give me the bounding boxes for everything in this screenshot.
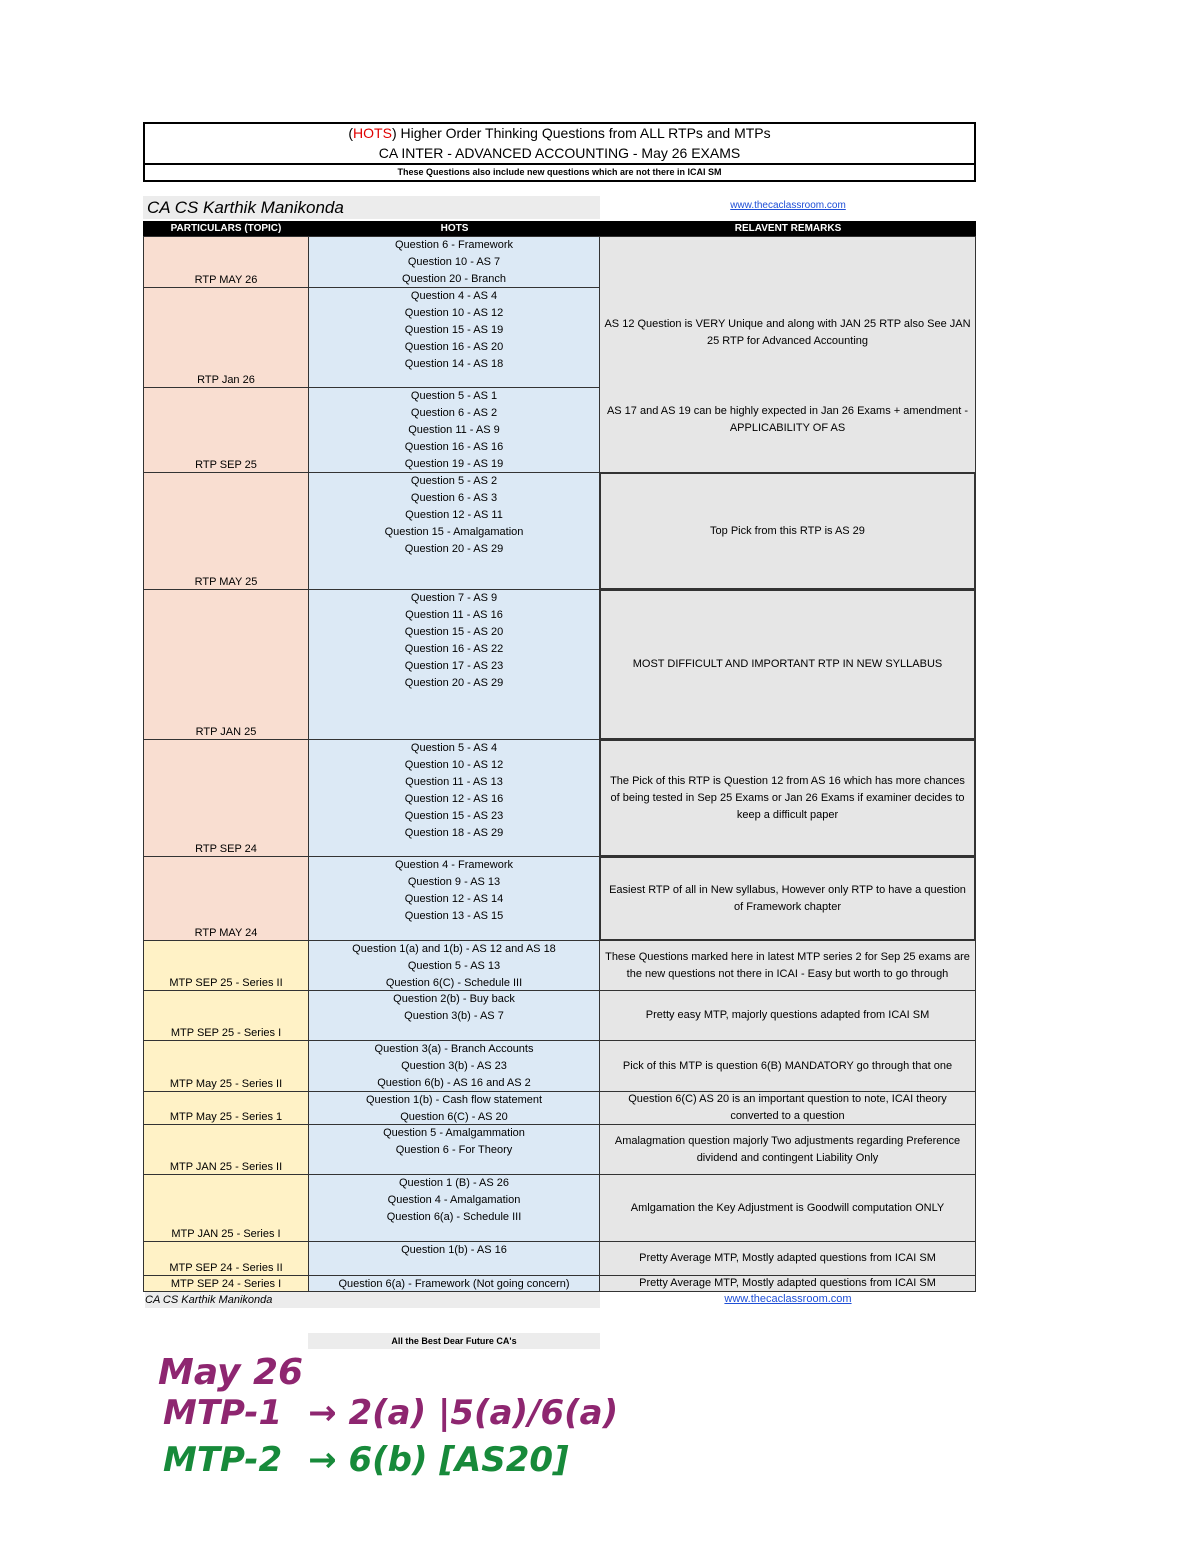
footer-wish: All the Best Dear Future CA's (308, 1333, 600, 1349)
remark-cell (599, 856, 976, 941)
hots-cell (308, 236, 600, 288)
hots-question: Question 1(a) and 1(b) - AS 12 and AS 18 (352, 943, 556, 955)
hots-question: Question 6(b) - AS 16 and AS 2 (377, 1077, 531, 1089)
hots-question: Question 15 - Amalgamation (384, 526, 524, 538)
footer-site-link[interactable]: www.thecaclassroom.com (724, 1293, 852, 1305)
hots-question: Question 6(a) - Schedule III (386, 1211, 522, 1223)
remark-text: Pretty Average MTP, Mostly adapted questions from ICAI SM (639, 1252, 936, 1264)
hots-question: Question 16 - AS 22 (404, 643, 504, 655)
hots-question: Question 6(a) - Framework (Not going concern) (338, 1278, 570, 1290)
topic-cell (143, 1040, 309, 1092)
footer-brand: CA CS Karthik Manikonda (145, 1292, 600, 1308)
remark-cell (599, 1091, 976, 1125)
hots-question: Question 1 (B) - AS 26 (398, 1177, 510, 1189)
topic-label: MTP SEP 25 - Series I (170, 1027, 282, 1039)
remark-text: Pretty easy MTP, majorly questions adapted from ICAI SM (645, 1009, 930, 1021)
remark-cell (599, 589, 976, 740)
topic-cell (143, 1091, 309, 1125)
hots-question: Question 6 - AS 2 (410, 407, 498, 419)
hots-question: Question 5 - Amalgammation (383, 1127, 525, 1139)
topic-cell (143, 940, 309, 991)
topic-label: RTP JAN 25 (195, 726, 257, 738)
hots-question: Question 20 - Branch (402, 273, 506, 285)
hots-question: Question 1(b) - Cash flow statement (365, 1094, 543, 1106)
hots-question: Question 5 - AS 1 (410, 390, 498, 402)
header-subtitle: CA INTER - ADVANCED ACCOUNTING - May 26 EXAMS (145, 143, 974, 165)
hots-question: Question 6(C) - Schedule III (385, 977, 523, 989)
topic-label: RTP MAY 25 (194, 576, 258, 588)
col-hots-header: HOTS (309, 221, 600, 236)
remark-cell (599, 472, 976, 590)
hots-cell (308, 739, 600, 857)
topic-label: RTP Jan 26 (197, 374, 255, 386)
topic-label: RTP SEP 25 (195, 459, 257, 471)
hots-question: Question 4 - AS 4 (410, 290, 498, 302)
topic-label: MTP May 25 - Series II (169, 1078, 283, 1090)
hots-cell (308, 1241, 600, 1276)
hots-question: Question 14 - AS 18 (404, 358, 504, 370)
remark-text: Pretty Average MTP, Mostly adapted questions from ICAI SM (639, 1277, 936, 1289)
hots-question: Question 10 - AS 12 (404, 307, 504, 319)
handwritten-may26: May 26 (158, 1352, 304, 1393)
hots-cell (308, 387, 600, 473)
topic-label: MTP SEP 24 - Series I (170, 1278, 282, 1290)
col-topic-header: PARTICULARS (TOPIC) (143, 221, 309, 236)
hots-question: Question 15 - AS 19 (404, 324, 504, 336)
hots-cell (308, 1174, 600, 1242)
hots-question: Question 5 - AS 2 (410, 475, 498, 487)
hots-cell (308, 1124, 600, 1175)
hots-question: Question 20 - AS 29 (404, 543, 504, 555)
hots-question: Question 3(b) - AS 23 (401, 1060, 507, 1072)
remark-cell (599, 1275, 976, 1292)
hots-question: Question 2(b) - Buy back (393, 993, 515, 1005)
hots-cell (308, 472, 600, 590)
site-link[interactable]: www.thecaclassroom.com (730, 200, 846, 211)
hots-question: Question 9 - AS 13 (407, 876, 501, 888)
header-box (143, 122, 976, 182)
topic-cell (143, 739, 309, 857)
hots-question: Question 5 - AS 4 (410, 742, 498, 754)
hots-question: Question 12 - AS 11 (405, 509, 503, 521)
topic-label: MTP JAN 25 - Series I (171, 1228, 281, 1240)
hots-cell (308, 856, 600, 941)
topic-cell (143, 287, 309, 388)
topic-label: MTP SEP 24 - Series II (169, 1262, 283, 1274)
remark-text: Easiest RTP of all in New syllabus, However only RTP to have a question of Framework chapter (609, 883, 966, 913)
hots-question: Question 3(b) - AS 7 (404, 1010, 504, 1022)
topic-label: MTP May 25 - Series 1 (169, 1111, 283, 1123)
remark-text: These Questions marked here in latest MTP series 2 for Sep 25 exams are the new questions not there in ICAI - Easy but worth to go through (605, 950, 970, 980)
hots-cell (308, 990, 600, 1041)
topic-cell (143, 1174, 309, 1242)
remark-text: The Pick of this RTP is Question 12 from AS 16 which has more chances of being tested in Sep 25 Exams or Jan 26 Exams if examiner decides to keep a difficult paper (610, 774, 965, 821)
hots-question: Question 4 - Framework (395, 859, 513, 871)
brand-name: CA CS Karthik Manikonda (143, 196, 600, 219)
hots-cell (308, 1091, 600, 1125)
hots-question: Question 10 - AS 7 (407, 256, 501, 268)
remark-cell (599, 1040, 976, 1092)
hots-question: Question 11 - AS 9 (408, 424, 500, 436)
hots-question: Question 6 - For Theory (395, 1144, 513, 1156)
hots-question: Question 10 - AS 12 (404, 759, 504, 771)
remark-text: Question 6(C) AS 20 is an important question to note, ICAI theory converted to a question (628, 1093, 947, 1122)
topic-label: RTP MAY 24 (194, 927, 258, 939)
hots-question: Question 16 - AS 16 (404, 441, 504, 453)
remark-cell (599, 1241, 976, 1276)
hots-cell (308, 1040, 600, 1092)
topic-cell (143, 387, 309, 473)
remark-text: AS 17 and AS 19 can be highly expected in Jan 26 Exams + amendment - APPLICABILITY OF AS (606, 404, 969, 434)
topic-cell (143, 472, 309, 590)
hots-question: Question 16 - AS 20 (404, 341, 504, 353)
remark-cell (599, 387, 976, 473)
hots-question: Question 18 - AS 29 (404, 827, 504, 839)
hots-question: Question 6 - AS 3 (410, 492, 498, 504)
topic-label: MTP JAN 25 - Series II (169, 1161, 283, 1173)
header-title: (HOTS) Higher Order Thinking Questions from ALL RTPs and MTPs (348, 125, 771, 141)
hots-question: Question 11 - AS 13 (405, 776, 503, 788)
remark-cell (599, 1174, 976, 1242)
remark-text: Pick of this MTP is question 6(B) MANDATORY go through that one (622, 1059, 953, 1072)
hots-question: Question 12 - AS 16 (404, 793, 504, 805)
hots-question: Question 6(C) - AS 20 (400, 1111, 508, 1123)
hots-question: Question 13 - AS 15 (404, 910, 504, 922)
hots-question: Question 15 - AS 23 (404, 810, 504, 822)
remark-text: MOST DIFFICULT AND IMPORTANT RTP IN NEW SYLLABUS (632, 658, 943, 670)
hots-question: Question 17 - AS 23 (404, 660, 504, 672)
hots-highlight: HOTS (353, 125, 392, 141)
hots-cell (308, 1275, 600, 1292)
hots-cell (308, 940, 600, 991)
topic-cell (143, 236, 309, 288)
topic-label: RTP MAY 26 (194, 274, 258, 286)
remark-cell (599, 1124, 976, 1175)
remark-text: Top Pick from this RTP is AS 29 (710, 524, 865, 537)
hots-question: Question 1(b) - AS 16 (401, 1244, 507, 1256)
remark-text: AS 12 Question is VERY Unique and along with JAN 25 RTP also See JAN 25 RTP for Advanced Accounting (604, 317, 971, 347)
hots-cell (308, 589, 600, 740)
topic-label: MTP SEP 25 - Series II (169, 977, 283, 989)
hots-question: Question 19 - AS 19 (404, 458, 504, 470)
topic-cell (143, 1275, 309, 1292)
topic-cell (143, 856, 309, 941)
hots-cell (308, 287, 600, 388)
hots-question: Question 20 - AS 29 (404, 677, 504, 689)
col-remarks-header: RELAVENT REMARKS (600, 221, 976, 236)
remark-cell (599, 990, 976, 1041)
hots-question: Question 3(a) - Branch Accounts (374, 1043, 534, 1055)
hots-question: Question 6 - Framework (395, 239, 513, 251)
hots-question: Question 7 - AS 9 (410, 592, 498, 604)
hots-question: Question 15 - AS 20 (404, 626, 504, 638)
remark-cell (599, 739, 976, 857)
hots-question: Question 12 - AS 14 (404, 893, 504, 905)
remark-text: Amlgamation the Key Adjustment is Goodwill computation ONLY (630, 1201, 945, 1214)
hots-question: Question 5 - AS 13 (407, 960, 501, 972)
topic-cell (143, 1124, 309, 1175)
header-note: These Questions also include new questions which are not there in ICAI SM (397, 167, 722, 177)
topic-cell (143, 589, 309, 740)
hots-question: Question 4 - Amalgamation (387, 1194, 521, 1206)
topic-cell (143, 1241, 309, 1276)
remark-cell (599, 236, 976, 388)
remark-text: Amalagmation question majorly Two adjustments regarding Preference dividend and contingent Liability Only (614, 1134, 961, 1164)
handwritten-mtp1: MTP-1 → 2(a) |5(a)/6(a) (163, 1393, 619, 1433)
remark-cell (599, 940, 976, 991)
topic-label: RTP SEP 24 (195, 843, 257, 855)
topic-cell (143, 990, 309, 1041)
handwritten-mtp2: MTP-2 → 6(b) [AS20] (163, 1440, 569, 1480)
hots-question: Question 11 - AS 16 (405, 609, 503, 621)
